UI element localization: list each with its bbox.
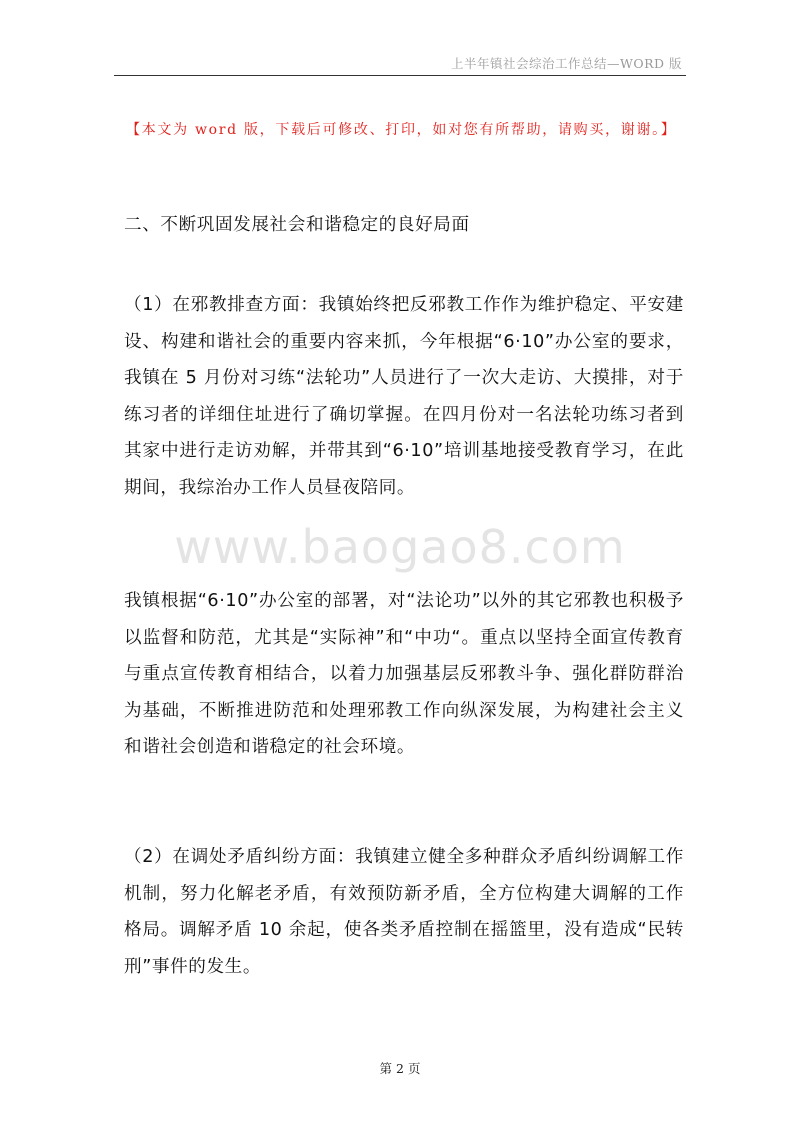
header-divider xyxy=(114,75,686,76)
paragraph-dispute-mediation: （2）在调处矛盾纠纷方面：我镇建立健全多种群众矛盾纠纷调解工作机制，努力化解老矛盾，有效预防新矛盾，全方位构建大调解的工作格局。调解矛盾 10 余起，使各类矛盾控制在摇篮里，没有造成“民转刑”事件的发生。 xyxy=(124,847,684,977)
paragraph-cult-prevention: 我镇根据“6·10”办公室的部署，对“法论功”以外的其它邪教也积极予以监督和防范，尤其是“实际神”和“中功“。重点以坚持全面宣传教育与重点宣传教育相结合，以着力加强基层反邪教斗争、强化群防群治为基础，不断推进防范和处理邪教工作向纵深发展，为构建社会主义和谐社会创造和谐稳定的社会环境。 xyxy=(124,591,684,757)
watermark-text: www.baogao8.com xyxy=(174,520,626,574)
page-number: 第 2 页 xyxy=(379,1061,421,1076)
purchase-notice: 【本文为 word 版，下载后可修改、打印，如对您有所帮助，请购买，谢谢。】 xyxy=(126,122,677,138)
section-heading: 二、不断巩固发展社会和谐稳定的良好局面 xyxy=(124,215,470,235)
paragraph-cult-investigation: （1）在邪教排查方面：我镇始终把反邪教工作作为维护稳定、平安建设、构建和谐社会的重要内容来抓，今年根据“6·10”办公室的要求，我镇在 5 月份对习练“法轮功”人员进行了一次大走访、大摸排，对于练习者的详细住址进行了确切掌握。在四月份对一名法轮功练习者到其家中进行走访劝解，并带其到“6·10”培训基地接受教育学习，在此期间，我综治办工作人员昼夜陪同。 xyxy=(124,295,684,498)
document-header-title: 上半年镇社会综治工作总结—WORD 版 xyxy=(450,56,682,71)
